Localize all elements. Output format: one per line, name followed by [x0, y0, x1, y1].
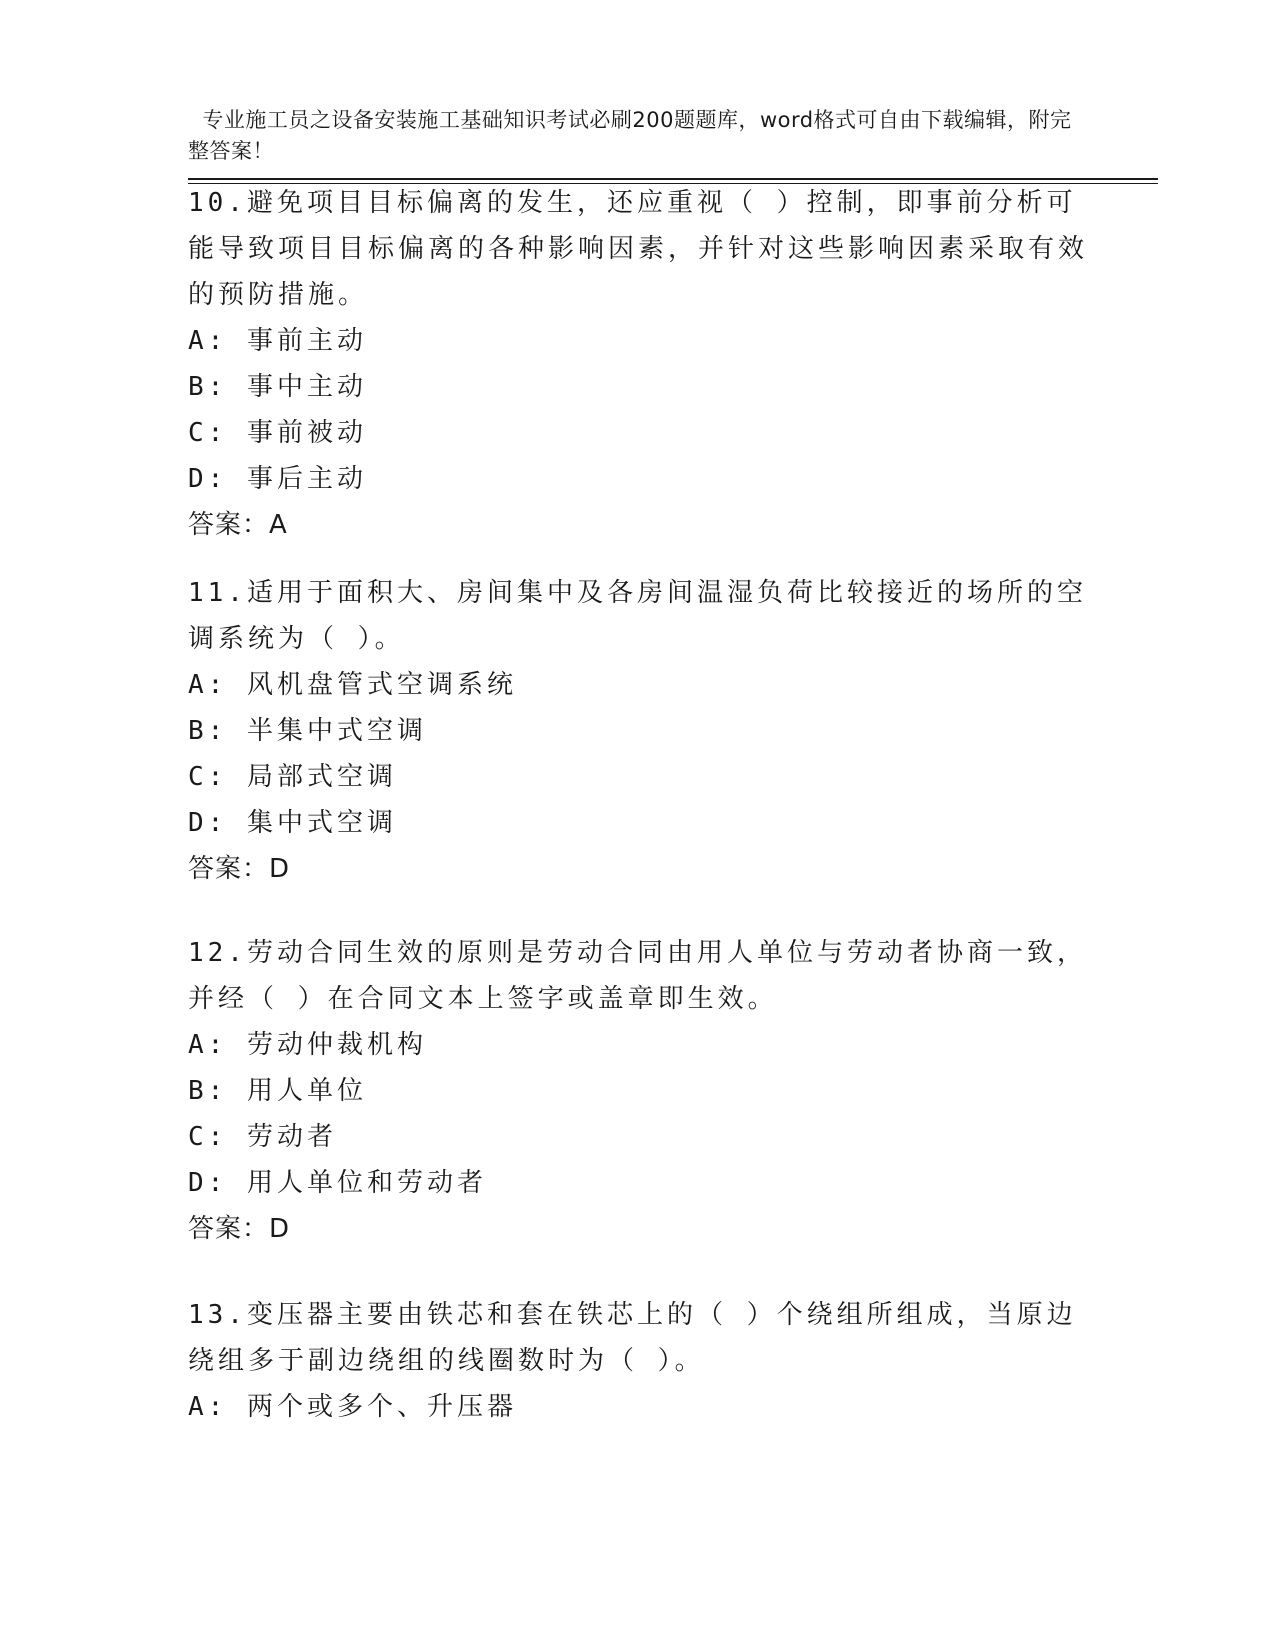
document-title: 专业施工员之设备安装施工基础知识考试必刷200题题库，word格式可自由下载编辑，附完整答案！: [188, 108, 1072, 163]
answer: 答案：D: [188, 854, 291, 884]
option-d: D: 事后主动: [188, 464, 367, 494]
question-11: [188, 570, 1088, 892]
option-d: D: 集中式空调: [188, 808, 397, 838]
question-13: [188, 1292, 1088, 1430]
option-a: A: 两个或多个、升压器: [188, 1392, 517, 1422]
option-a: A: 风机盘管式空调系统: [188, 670, 517, 700]
answer: 答案：A: [188, 510, 288, 540]
option-a: A: 事前主动: [188, 326, 367, 356]
option-b: B: 事中主动: [188, 372, 367, 402]
question-text: 13.变压器主要由铁芯和套在铁芯上的（ ）个绕组所组成，当原边绕组多于副边绕组的线圈数时为（ ）。: [188, 1300, 1077, 1376]
option-a: A: 劳动仲裁机构: [188, 1030, 427, 1060]
answer: 答案：D: [188, 1214, 291, 1244]
option-b: B: 半集中式空调: [188, 716, 427, 746]
question-text: 12.劳动合同生效的原则是劳动合同由用人单位与劳动者协商一致，并经（ ）在合同文本上签字或盖章即生效。: [188, 938, 1087, 1014]
option-c: C: 事前被动: [188, 418, 367, 448]
question-text: 10.避免项目目标偏离的发生，还应重视（ ）控制，即事前分析可能导致项目目标偏离的各种影响因素，并针对这些影响因素采取有效的预防措施。: [188, 188, 1089, 310]
option-d: D: 用人单位和劳动者: [188, 1168, 487, 1198]
option-c: C: 局部式空调: [188, 762, 397, 792]
document-header: [188, 74, 1088, 167]
option-b: B: 用人单位: [188, 1076, 367, 1106]
question-10: [188, 180, 1088, 548]
option-c: C: 劳动者: [188, 1122, 337, 1152]
question-text: 11.适用于面积大、房间集中及各房间温湿负荷比较接近的场所的空调系统为（ ）。: [188, 578, 1087, 654]
question-12: [188, 930, 1088, 1252]
